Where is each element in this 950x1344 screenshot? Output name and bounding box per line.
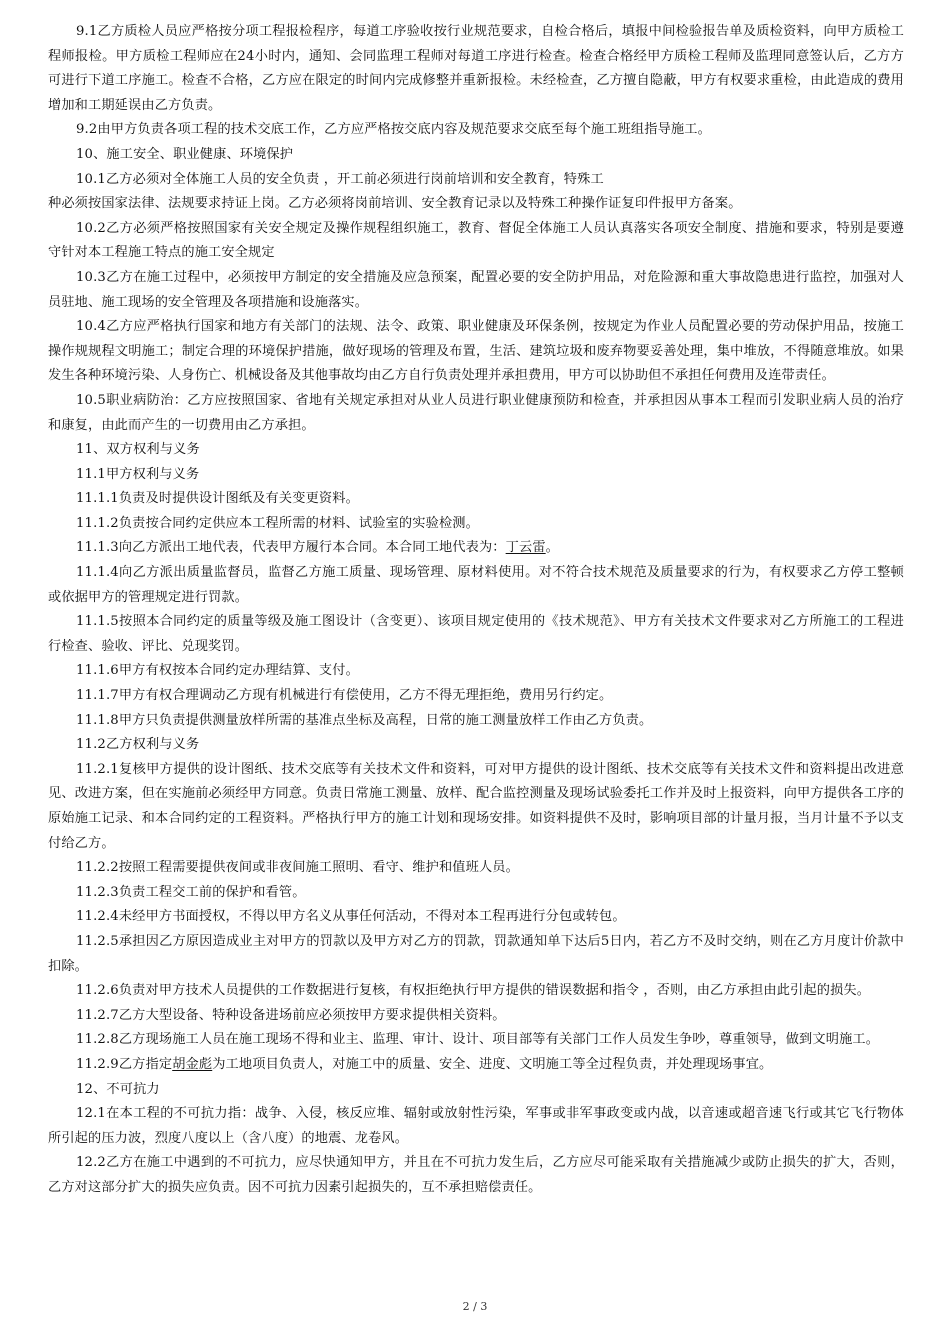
contract-paragraph xyxy=(48,659,904,684)
paragraph-text: 11.2.6负责对甲方技术人员提供的工作数据进行复核，有权拒绝执行甲方提供的错误数据和指令 ，否则，由乙方承担由此引起的损失。 xyxy=(76,983,871,999)
contract-body xyxy=(48,20,904,1201)
contract-paragraph xyxy=(48,315,904,389)
contract-paragraph xyxy=(48,389,904,438)
paragraph-text: 11.1.3向乙方派出工地代表，代表甲方履行本合同。本合同工地代表为： xyxy=(76,540,506,556)
paragraph-text: 11.1.6甲方有权按本合同约定办理结算、支付。 xyxy=(76,663,359,679)
paragraph-text: 9.1乙方质检人员应严格按分项工程报检程序，每道工序验收按行业规范要求，自检合格后，填报中间检验报告单及质检资料，向甲方质检工程师报检。甲方质检工程师应在24小时内，通知、会同监理工程师对每道工序进行检查。检查合格经甲方质检工程师及监理同意签认后，乙方方可进行下道工序施工。检查不合格，乙方应在限定的时间内完成修整并重新报检。未经检查，乙方擅自隐蔽，甲方有权要求重检，由此造成的费用增加和工期延误由乙方负责。 xyxy=(48,24,904,113)
paragraph-text: 10.1乙方必须对全体施工人员的安全负责 ，开工前必须进行岗前培训和安全教育，特殊工 xyxy=(76,171,604,187)
paragraph-text: 10、施工安全、职业健康、环境保护 xyxy=(76,146,294,162)
underlined-name: 丁云雷 xyxy=(505,540,546,556)
paragraph-text-tail: 为工地项目负责人，对施工中的质量、安全、进度、文明施工等全过程负责，并处理现场事宜。 xyxy=(212,1056,773,1072)
contract-paragraph xyxy=(48,930,904,979)
contract-paragraph xyxy=(48,1028,904,1053)
contract-paragraph xyxy=(48,856,904,881)
contract-paragraph xyxy=(48,487,904,512)
paragraph-text: 10.2乙方必须严格按照国家有关安全规定及操作规程组织施工，教育、督促全体施工人员认真落实各项安全制度、措施和要求，特别是要遵守针对本工程施工特点的施工安全规定 xyxy=(48,220,904,261)
contract-paragraph xyxy=(48,168,904,193)
contract-paragraph xyxy=(48,438,904,463)
paragraph-text: 12.1在本工程的不可抗力指：战争、入侵，核反应堆、辐射或放射性污染，军事或非军事政变或内战，以音速或超音速飞行或其它飞行物体所引起的压力波，烈度八度以上（含八度）的地震、龙卷风。 xyxy=(48,1106,904,1146)
underlined-name: 胡金彪 xyxy=(172,1056,213,1072)
contract-paragraph xyxy=(48,118,904,143)
paragraph-text: 10.5职业病防治：乙方应按照国家、省地有关规定承担对从业人员进行职业健康预防和检查，并承担因从事本工程而引发职业病人员的治疗和康复，由此而产生的一切费用由乙方承担。 xyxy=(48,392,904,433)
contract-paragraph xyxy=(48,217,904,266)
paragraph-text: 11.1.1负责及时提供设计图纸及有关变更资料。 xyxy=(76,491,359,507)
paragraph-text: 12.2乙方在施工中遇到的不可抗力，应尽快通知甲方，并且在不可抗力发生后，乙方应尽可能采取有关措施减少或防止损失的扩大，否则，乙方对这部分扩大的损失应负责。因不可抗力因素引起损失的，互不承担赔偿责任。 xyxy=(48,1155,904,1195)
paragraph-text: 11.1.5按照本合同约定的质量等级及施工图设计（含变更）、该项目规定使用的《技术规范》、甲方有关技术文件要求对乙方所施工的工程进行检查、验收、评比、兑现奖罚。 xyxy=(48,614,904,654)
contract-paragraph xyxy=(48,881,904,906)
contract-paragraph xyxy=(48,1151,904,1200)
page-number: 2 / 3 xyxy=(462,1300,488,1313)
paragraph-text: 12、不可抗力 xyxy=(76,1081,160,1097)
contract-paragraph xyxy=(48,979,904,1004)
paragraph-text: 9.2由甲方负责各项工程的技术交底工作，乙方应严格按交底内容及规范要求交底至每个施工班组指导施工。 xyxy=(76,122,711,138)
paragraph-text: 11.2.2按照工程需要提供夜间或非夜间施工照明、看守、维护和值班人员。 xyxy=(76,860,519,876)
contract-paragraph xyxy=(48,905,904,930)
contract-paragraph xyxy=(48,733,904,758)
paragraph-text: 11.2.3负责工程交工前的保护和看管。 xyxy=(76,884,306,900)
paragraph-text: 11.2.5承担因乙方原因造成业主对甲方的罚款以及甲方对乙方的罚款，罚款通知单下达后5日内，若乙方不及时交纳，则在乙方月度计价款中扣除。 xyxy=(48,933,904,974)
contract-paragraph xyxy=(48,463,904,488)
contract-paragraph xyxy=(48,709,904,734)
contract-paragraph xyxy=(48,1102,904,1151)
paragraph-text: 11.2乙方权利与义务 xyxy=(76,737,200,753)
contract-paragraph xyxy=(48,266,904,315)
contract-paragraph xyxy=(48,536,904,561)
contract-paragraph xyxy=(48,684,904,709)
contract-paragraph xyxy=(48,512,904,537)
contract-paragraph xyxy=(48,1053,904,1078)
paragraph-text: 11.2.9乙方指定 xyxy=(76,1056,173,1072)
paragraph-text: 11.1甲方权利与义务 xyxy=(76,466,200,482)
contract-paragraph xyxy=(48,1078,904,1103)
paragraph-text: 11.2.7乙方大型设备、特种设备进场前应必须按甲方要求提供相关资料。 xyxy=(76,1007,506,1023)
contract-paragraph xyxy=(48,758,904,856)
paragraph-text: 10.3乙方在施工过程中，必须按甲方制定的安全措施及应急预案，配置必要的安全防护用品，对危险源和重大事故隐患进行监控，加强对人员驻地、施工现场的安全管理及各项措施和设施落实。 xyxy=(48,269,904,310)
paragraph-text: 11.2.1复核甲方提供的设计图纸、技术交底等有关技术文件和资料，可对甲方提供的设计图纸、技术交底等有关技术文件和资料提出改进意见、改进方案，但在实施前必须经甲方同意。负责日常施工测量、放样、配合监控测量及现场试验委托工作并及时上报资料，向甲方提供各工序的原始施工记录、和本合同约定的工程资料。严格执行甲方的施工计划和现场安排。如资料提供不及时，影响项目部的计量月报，当月计量不予以支付给乙方。 xyxy=(48,761,904,851)
paragraph-text: 11.1.4向乙方派出质量监督员，监督乙方施工质量、现场管理、原材料使用。对不符合技术规范及质量要求的行为，有权要求乙方停工整顿或依据甲方的管理规定进行罚款。 xyxy=(48,565,904,605)
paragraph-text: 11.1.2负责按合同约定供应本工程所需的材料、试验室的实验检测。 xyxy=(76,515,479,531)
paragraph-text: 11、双方权利与义务 xyxy=(76,442,200,458)
paragraph-text-tail: 。 xyxy=(545,540,559,556)
paragraph-text: 11.1.7甲方有权合理调动乙方现有机械进行有偿使用，乙方不得无理拒绝，费用另行约定。 xyxy=(76,688,613,704)
contract-paragraph xyxy=(48,20,904,118)
paragraph-text: 11.2.8乙方现场施工人员在施工现场不得和业主、监理、审计、设计、项目部等有关部门工作人员发生争吵，尊重领导，做到文明施工。 xyxy=(76,1032,880,1048)
contract-paragraph xyxy=(48,192,904,217)
paragraph-text: 11.1.8甲方只负责提供测量放样所需的基准点坐标及高程，日常的施工测量放样工作由乙方负责。 xyxy=(76,712,653,728)
contract-paragraph xyxy=(48,143,904,168)
contract-paragraph xyxy=(48,1004,904,1029)
paragraph-text: 11.2.4未经甲方书面授权，不得以甲方名义从事任何活动，不得对本工程再进行分包或转包。 xyxy=(76,909,626,925)
contract-paragraph xyxy=(48,561,904,610)
contract-paragraph xyxy=(48,610,904,659)
paragraph-text: 10.4乙方应严格执行国家和地方有关部门的法规、法令、政策、职业健康及环保条例，按规定为作业人员配置必要的劳动保护用品，按施工操作规规程文明施工；制定合理的环境保护措施，做好现场的管理及布置，生活、建筑垃圾和废弃物要妥善处理，集中堆放，不得随意堆放。如果发生各种环境污染、人身伤亡、机械设备及其他事故均由乙方自行负责处理并承担费用，甲方可以协助但不承担任何费用及连带责任。 xyxy=(48,319,904,384)
paragraph-text: 种必须按国家法律、法规要求持证上岗。乙方必须将岗前培训、安全教育记录以及特殊工种操作证复印件报甲方备案。 xyxy=(48,196,742,212)
